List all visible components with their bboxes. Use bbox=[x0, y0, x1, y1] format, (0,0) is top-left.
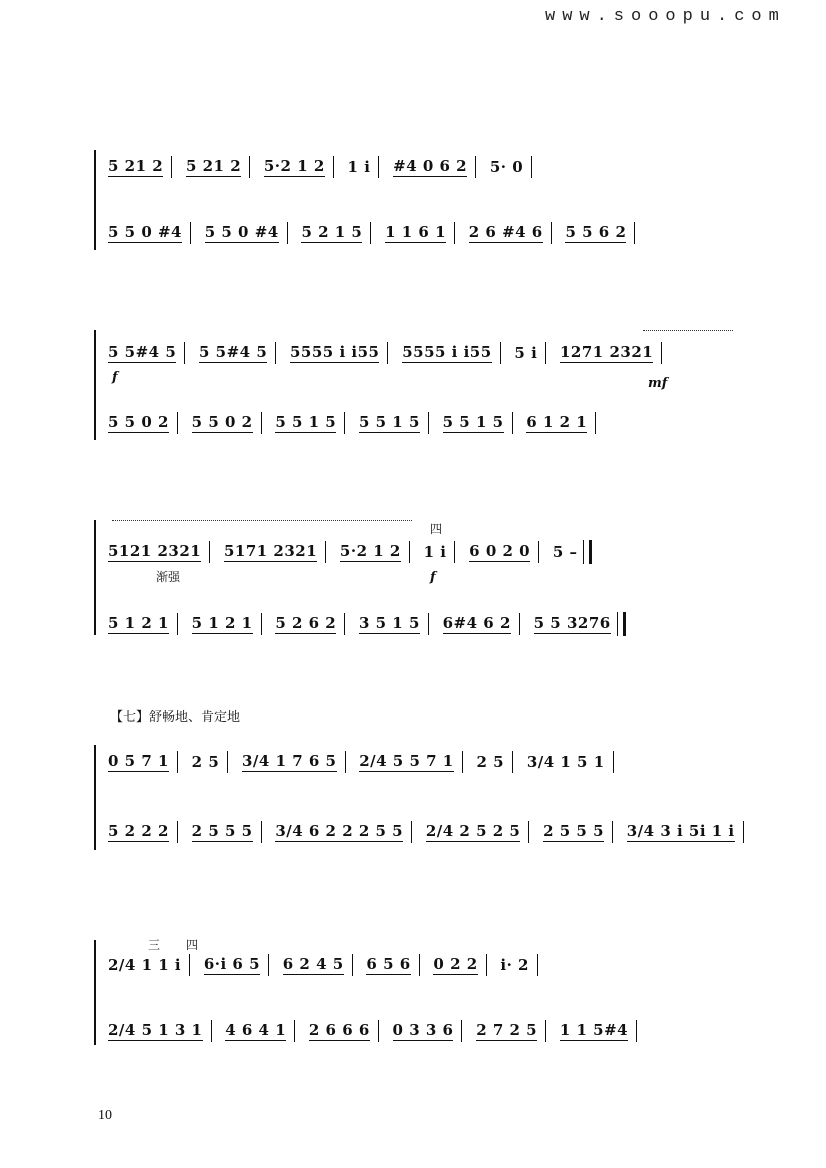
measure: 5555 i i55 bbox=[402, 343, 492, 361]
measure: 5 5 0 2 bbox=[108, 413, 169, 431]
measure: 3 5 1 5 bbox=[358, 614, 420, 632]
measure: 6 5 6 bbox=[366, 955, 411, 973]
upper-staff bbox=[108, 540, 740, 562]
lower-staff bbox=[108, 612, 740, 634]
measure: 5 5 1 5 bbox=[442, 413, 504, 431]
measure: i· 2 bbox=[500, 956, 529, 974]
measure: 5 5#4 5 bbox=[199, 343, 268, 361]
measure: 4 6 4 1 bbox=[225, 1021, 287, 1039]
measure: 5 1 2 1 bbox=[108, 614, 169, 632]
lower-staff bbox=[108, 1020, 740, 1042]
system-brace bbox=[94, 745, 104, 850]
measure: 5 5 0 2 bbox=[191, 413, 253, 431]
measure: 5 21 2 bbox=[108, 157, 164, 175]
measure: 5555 i i55 bbox=[290, 343, 380, 361]
measure: 2 5 bbox=[476, 753, 505, 771]
measure: 5 5 1 5 bbox=[358, 413, 420, 431]
lower-staff bbox=[108, 412, 740, 434]
measure: 1 1 5#4 bbox=[559, 1021, 629, 1039]
measure: 5 5#4 5 bbox=[108, 343, 177, 361]
measure: 5 21 2 bbox=[185, 157, 242, 175]
measure: 6·i 6 5 bbox=[203, 955, 261, 973]
measure: 2 5 5 5 bbox=[191, 822, 253, 840]
system-brace bbox=[94, 520, 104, 635]
measure: 0 3 3 6 bbox=[392, 1021, 454, 1039]
measure: 2/4 5 1 3 1 bbox=[108, 1021, 203, 1039]
measure: 5 5 0 #4 bbox=[108, 223, 182, 241]
system-brace bbox=[94, 940, 104, 1045]
dotted-line bbox=[643, 330, 733, 331]
crescendo-label: 渐强 bbox=[156, 570, 181, 584]
measure: 1 i bbox=[423, 543, 447, 561]
measure: 6#4 6 2 bbox=[442, 614, 511, 632]
measure: 5121 2321 bbox=[108, 542, 202, 560]
measure: 1 1 6 1 bbox=[385, 223, 447, 241]
measure: 5· 0 bbox=[489, 158, 524, 176]
upper-staff bbox=[108, 954, 740, 976]
page-number: 10 bbox=[98, 1108, 112, 1123]
measure: 5 5 0 #4 bbox=[204, 223, 279, 241]
measure: 5 5 6 2 bbox=[565, 223, 627, 241]
measure: 2 7 2 5 bbox=[476, 1021, 538, 1039]
measure: 5·2 1 2 bbox=[339, 542, 401, 560]
upper-staff bbox=[108, 156, 740, 178]
measure: 0 5 7 1 bbox=[108, 752, 169, 770]
measure: 5171 2321 bbox=[223, 542, 318, 560]
lower-staff bbox=[108, 222, 740, 244]
string-label: 三 bbox=[148, 938, 161, 952]
measure: #4 0 6 2 bbox=[393, 157, 468, 175]
measure: 3/4 3 i 5i 1 i bbox=[626, 822, 735, 840]
string-label: 四 bbox=[430, 522, 443, 536]
measure: 5 2 2 2 bbox=[108, 822, 169, 840]
measure: 2 6 6 6 bbox=[308, 1021, 370, 1039]
measure: 2 5 bbox=[191, 753, 220, 771]
measure: 5 5 3276 bbox=[533, 614, 611, 632]
measure: 5 1 2 1 bbox=[191, 614, 253, 632]
measure: 2 5 5 5 bbox=[543, 822, 605, 840]
measure: 3/4 1 7 6 5 bbox=[242, 752, 337, 770]
dynamic-mark: f bbox=[430, 570, 436, 585]
measure: 5 – bbox=[552, 543, 578, 561]
measure: 3/4 6 2 2 2 5 5 bbox=[275, 822, 404, 840]
upper-staff bbox=[108, 342, 740, 364]
dynamic-mark: mf bbox=[648, 376, 668, 391]
system-brace bbox=[94, 150, 104, 250]
measure: 2/4 2 5 2 5 bbox=[425, 822, 521, 840]
measure: 5·2 1 2 bbox=[263, 157, 325, 175]
measure: 6 2 4 5 bbox=[282, 955, 344, 973]
measure: 1271 2321 bbox=[560, 343, 654, 361]
measure: 1 i bbox=[347, 158, 371, 176]
lower-staff bbox=[108, 821, 740, 843]
section-title: 【七】舒畅地、肯定地 bbox=[110, 710, 241, 725]
measure: 5 i bbox=[514, 344, 538, 362]
measure: 6 1 2 1 bbox=[526, 413, 588, 431]
string-label: 四 bbox=[186, 938, 199, 952]
measure: 2/4 5 5 7 1 bbox=[359, 752, 454, 770]
dotted-line bbox=[112, 520, 412, 521]
measure: 6 0 2 0 bbox=[469, 542, 531, 560]
measure: 5 2 6 2 bbox=[275, 614, 337, 632]
measure: 3/4 1 5 1 bbox=[526, 753, 605, 771]
measure: 2 6 #4 6 bbox=[468, 223, 543, 241]
measure: 5 2 1 5 bbox=[301, 223, 363, 241]
measure: 2/4 1 1 i bbox=[108, 956, 182, 974]
measure: 5 5 1 5 bbox=[275, 413, 337, 431]
measure: 0 2 2 bbox=[433, 955, 478, 973]
upper-staff bbox=[108, 751, 740, 773]
system-brace bbox=[94, 330, 104, 440]
dynamic-mark: f bbox=[112, 370, 118, 385]
site-watermark: www.sooopu.com bbox=[545, 7, 786, 26]
